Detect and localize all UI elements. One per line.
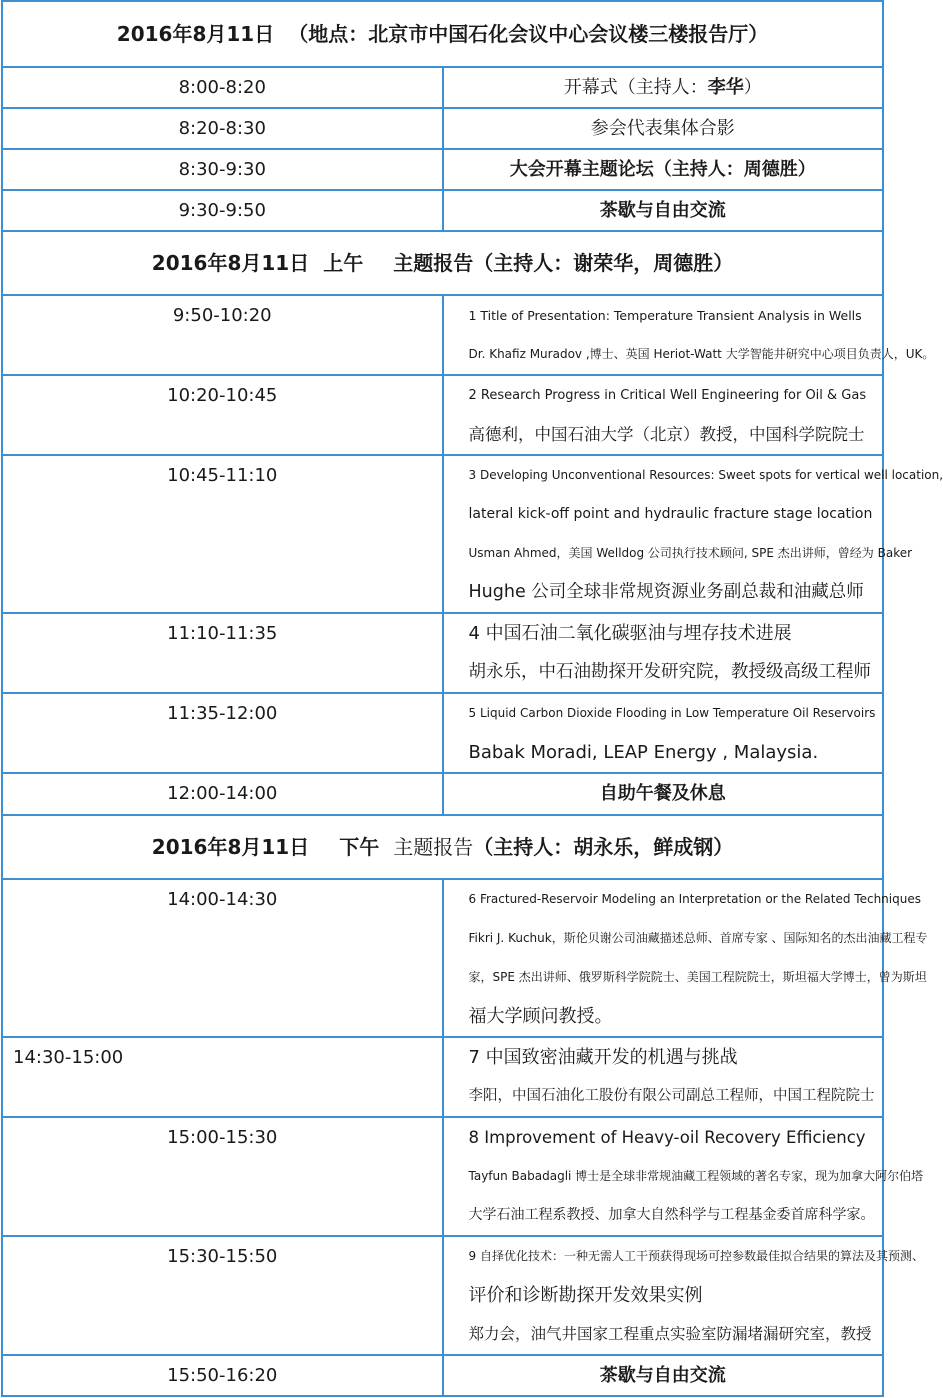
time-cell: 8:00-8:20 <box>2 67 443 108</box>
talk-speaker: 福大学顾问教授。 <box>468 1006 613 1027</box>
talk-cell <box>443 295 935 375</box>
session-header-row <box>2 815 883 879</box>
schedule-row <box>2 190 883 231</box>
talk-speaker: Tayfun Babadagli 博士是全球非常规油藏工程领域的著名专家，现为加拿大阿尔伯塔 <box>468 1169 924 1183</box>
talk-cell <box>443 1117 924 1236</box>
time-cell: 14:30-15:00 <box>2 1037 443 1117</box>
talk-title: 4 中国石油二氧化碳驱油与埋存技术进展 <box>468 623 792 644</box>
day-header <box>2 1 883 67</box>
talk-title: 3 Developing Unconventional Resources: Sweet spots for vertical well location, <box>468 468 943 482</box>
header-title: 主题报告（主持人：谢荣华，周德胜） <box>393 251 734 275</box>
talk-title: 2 Research Progress in Critical Well Engineering for Oil & Gas <box>468 388 867 403</box>
talk-speaker: Hughe 公司全球非常规资源业务副总裁和油藏总师 <box>468 582 864 602</box>
time-cell: 9:30-9:50 <box>2 190 443 231</box>
talk-row <box>2 1037 883 1117</box>
event-text: ） <box>743 77 762 98</box>
talk-speaker: 大学石油工程系教授、加拿大自然科学与工程基金委首席科学家。 <box>468 1207 875 1223</box>
talk-cell <box>443 455 943 613</box>
talk-cell <box>443 1236 924 1355</box>
time-cell: 8:30-9:30 <box>2 149 443 190</box>
talk-row <box>2 295 883 375</box>
header-date: 2016年8月11日 <box>151 251 310 275</box>
schedule-row <box>2 149 883 190</box>
time-cell: 11:35-12:00 <box>2 693 443 773</box>
talk-title: 评价和诊断勘探开发效果实例 <box>468 1285 703 1306</box>
conference-schedule-table <box>1 0 943 1397</box>
talk-row <box>2 1117 883 1236</box>
talk-title: lateral kick-off point and hydraulic fracture stage location <box>468 506 873 522</box>
header-period: 下午 <box>339 835 380 859</box>
event-cell: 大会开幕主题论坛（主持人：周德胜） <box>443 149 884 190</box>
time-cell: 9:50-10:20 <box>2 295 443 375</box>
time-cell: 15:50-16:20 <box>2 1355 443 1396</box>
talk-speaker: Usman Ahmed，美国 Welldog 公司执行技术顾问, SPE 杰出讲师，曾经为 Baker <box>468 546 913 560</box>
talk-row <box>2 375 883 455</box>
event-text: 开幕式（主持人： <box>563 77 708 98</box>
event-cell: 茶歇与自由交流 <box>443 1355 884 1396</box>
time-cell: 15:30-15:50 <box>2 1236 443 1355</box>
header-location: （地点：北京市中国石化会议中心会议楼三楼报告厅） <box>288 22 769 46</box>
talk-title: 7 中国致密油藏开发的机遇与挑战 <box>468 1047 738 1068</box>
schedule-row <box>2 67 883 108</box>
time-cell: 14:00-14:30 <box>2 879 443 1037</box>
talk-cell <box>443 693 884 773</box>
talk-speaker: 郑力会，油气井国家工程重点实验室防漏堵漏研究室，教授 <box>468 1325 872 1343</box>
talk-title: 5 Liquid Carbon Dioxide Flooding in Low Temperature Oil Reservoirs <box>468 706 876 720</box>
talk-speaker: 胡永乐，中石油勘探开发研究院，教授级高级工程师 <box>468 662 871 682</box>
header-host: （主持人：胡永乐，鲜成钢） <box>473 835 734 859</box>
header-date: 2016年8月11日 <box>151 835 310 859</box>
event-cell: 参会代表集体合影 <box>443 108 884 149</box>
talk-speaker: 家，SPE 杰出讲师、俄罗斯科学院院士、美国工程院院士，斯坦福大学博士，曾为斯坦 <box>468 970 927 984</box>
talk-speaker: 高德利，中国石油大学（北京）教授，中国科学院院士 <box>468 425 865 444</box>
talk-title: 6 Fractured-Reservoir Modeling an Interpretation or the Related Techniques <box>468 892 921 906</box>
time-cell: 12:00-14:00 <box>2 773 443 815</box>
time-cell: 11:10-11:35 <box>2 613 443 693</box>
header-date: 2016年8月11日 <box>116 22 275 46</box>
talk-speaker: Fikri J. Kuchuk，斯伦贝谢公司油藏描述总师、首席专家 、国际知名的杰出油藏工程专 <box>468 931 928 945</box>
event-cell <box>443 67 884 108</box>
schedule-row <box>2 1355 883 1396</box>
day-header-row <box>2 1 883 67</box>
talk-row <box>2 613 883 693</box>
talk-row <box>2 693 883 773</box>
header-period: 上午 <box>323 251 364 275</box>
event-cell: 茶歇与自由交流 <box>443 190 884 231</box>
talk-row <box>2 455 883 613</box>
session-header <box>2 231 883 295</box>
talk-cell <box>443 613 884 693</box>
talk-speaker: Babak Moradi, LEAP Energy , Malaysia. <box>468 742 819 763</box>
time-cell: 10:45-11:10 <box>2 455 443 613</box>
session-header <box>2 815 883 879</box>
session-header-row <box>2 231 883 295</box>
talk-speaker: 李阳，中国石油化工股份有限公司副总工程师，中国工程院院士 <box>468 1088 875 1104</box>
talk-cell <box>443 879 928 1037</box>
talk-speaker: Dr. Khafiz Muradov ,博士、英国 Heriot-Watt 大学智能井研究中心项目负责人，UK。 <box>468 347 935 361</box>
schedule-row <box>2 773 883 815</box>
talk-row <box>2 1236 883 1355</box>
talk-cell <box>443 1037 884 1117</box>
time-cell: 15:00-15:30 <box>2 1117 443 1236</box>
talk-cell <box>443 375 884 455</box>
header-title: 主题报告 <box>393 835 474 859</box>
event-cell: 自助午餐及休息 <box>443 773 884 815</box>
talk-title: 9 自择优化技术：一种无需人工干预获得现场可控参数最佳拟合结果的算法及其预测、 <box>468 1249 924 1263</box>
time-cell: 8:20-8:30 <box>2 108 443 149</box>
schedule-row <box>2 108 883 149</box>
talk-title: 1 Title of Presentation: Temperature Transient Analysis in Wells <box>468 308 862 323</box>
talk-title: 8 Improvement of Heavy-oil Recovery Efficiency <box>468 1128 866 1147</box>
talk-row <box>2 879 883 1037</box>
host-name: 李华 <box>707 77 744 98</box>
time-cell: 10:20-10:45 <box>2 375 443 455</box>
